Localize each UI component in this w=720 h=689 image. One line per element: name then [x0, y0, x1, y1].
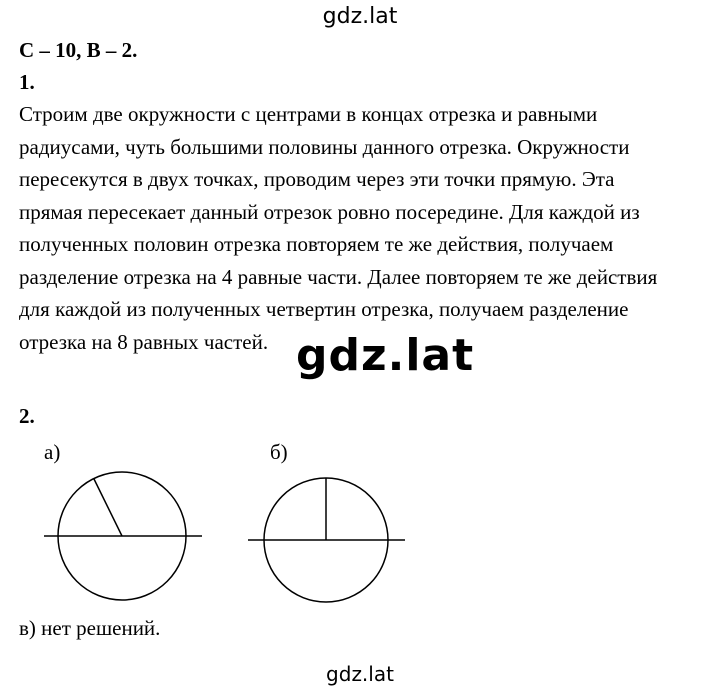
text-line: пересекутся в двух точках, проводим через эти точки прямую. Эта: [19, 167, 615, 191]
text-line: для каждой из полученных четвертин отрезка, получаем разделение: [19, 297, 629, 321]
watermark-bottom: gdz.lat: [326, 662, 394, 686]
text-line: отрезка на 8 равных частей.: [19, 329, 269, 354]
task-2-answer-c: в) нет решений.: [19, 616, 161, 640]
task-1-number: 1.: [19, 70, 35, 94]
figure-a-label: а): [44, 440, 61, 464]
figure-b: [248, 478, 405, 602]
text-line: Строим две окружности с центрами в концах отрезка и равными: [19, 102, 598, 126]
text-line: разделение отрезка на 4 равные части. Далее повторяем те же действия: [19, 264, 658, 289]
task-2-number: 2.: [19, 404, 35, 428]
watermark-top: gdz.lat: [322, 4, 398, 29]
text-line: полученных половин отрезка повторяем те же действия, получаем: [19, 232, 614, 256]
figure-a: [44, 472, 202, 600]
figure-a-radius: [94, 479, 122, 536]
figure-b-label: б): [270, 440, 288, 464]
text-line: прямая пересекает данный отрезок ровно посередине. Для каждой из: [19, 199, 640, 224]
watermark-middle: gdz.lat: [296, 330, 475, 381]
text-line: радиусами, чуть большими половины данного отрезка. Окружности: [19, 134, 630, 159]
section-heading: С – 10, В – 2.: [19, 38, 138, 62]
